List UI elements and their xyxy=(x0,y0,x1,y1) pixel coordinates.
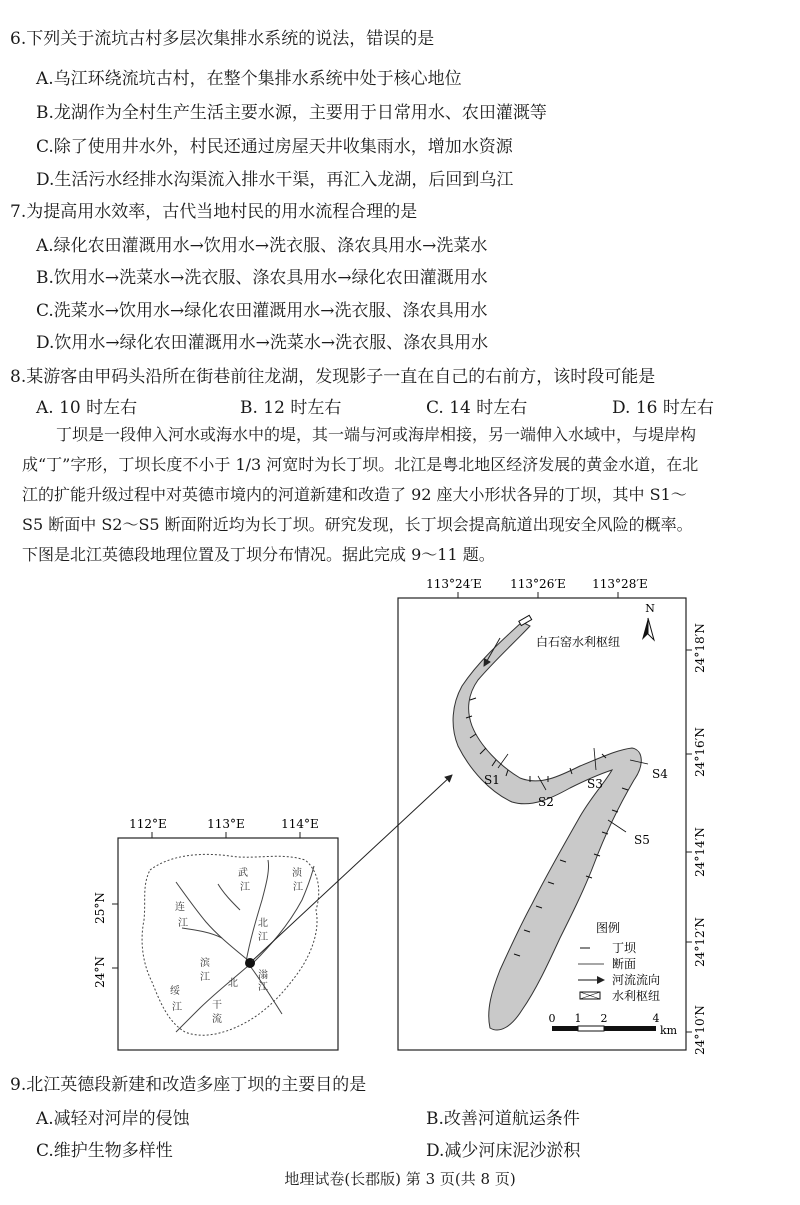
river-label: 江 xyxy=(258,932,268,943)
svg-text:4: 4 xyxy=(652,1012,660,1025)
question-9-stem: 9.北江英德段新建和改造多座丁坝的主要目的是 xyxy=(10,1075,367,1095)
river-label: 江 xyxy=(200,972,210,983)
large-lon-label: 113°24′E xyxy=(426,577,482,591)
passage-line: 下图是北江英德段地理位置及丁坝分布情况。据此完成 9～11 题。 xyxy=(22,545,495,564)
question-7-option-c: C.洗菜水→饮用水→绿化农田灌溉用水→洗衣服、涤农具用水 xyxy=(36,301,488,321)
question-9-option-c: C.维护生物多样性 xyxy=(36,1141,173,1161)
question-8-stem: 8.某游客由甲码头沿所在街巷前往龙湖，发现影子一直在自己的右前方，该时段可能是 xyxy=(10,367,656,387)
question-9-option-a: A.减轻对河岸的侵蚀 xyxy=(36,1109,190,1129)
passage-line: 丁坝是一段伸入河水或海水中的堤，其一端与河或海岸相接，另一端伸入水域中，与堤岸构 xyxy=(56,425,697,444)
river-label: 浈 xyxy=(292,868,302,879)
section-label: S2 xyxy=(538,795,554,809)
large-lon-label: 113°28′E xyxy=(592,577,648,591)
river-label: 江 xyxy=(293,882,303,893)
river-label: 流 xyxy=(212,1014,222,1025)
connector-arrow xyxy=(252,775,452,961)
question-8-option-b: B. 12 时左右 xyxy=(240,398,342,418)
river-label: 江 xyxy=(172,1002,182,1013)
passage-line: S5 断面中 S2～S5 断面附近均为长丁坝。研究发现，长丁坝会提高航道出现安全风险的概率。 xyxy=(22,515,693,534)
scale-bar xyxy=(549,1012,678,1037)
svg-text:水利枢纽: 水利枢纽 xyxy=(612,989,661,1003)
section-label: S5 xyxy=(634,833,650,847)
section-label: S3 xyxy=(587,777,603,791)
svg-text:丁坝: 丁坝 xyxy=(612,941,637,955)
river-label: 武 xyxy=(238,868,248,879)
passage-line: 成“丁”字形，丁坝长度不小于 1/3 河宽时为长丁坝。北江是粤北地区经济发展的黄金水道，在北 xyxy=(22,455,699,474)
river-label: 江 xyxy=(240,882,250,893)
question-8-option-a: A. 10 时左右 xyxy=(36,398,138,418)
svg-text:图例: 图例 xyxy=(596,921,621,935)
svg-text:N: N xyxy=(645,602,655,615)
river-label: 滃 xyxy=(258,970,268,981)
question-7-stem: 7.为提高用水效率，古代当地村民的用水流程合理的是 xyxy=(10,202,418,222)
question-9-option-d: D.减少河床泥沙淤积 xyxy=(426,1141,581,1161)
svg-text:0: 0 xyxy=(548,1012,556,1025)
section-label: S1 xyxy=(484,773,500,787)
small-lon-label: 112°E xyxy=(129,817,167,831)
question-6-option-a: A.乌江环绕流坑古村，在整个集排水系统中处于核心地位 xyxy=(36,69,462,89)
large-lat-label: 24°10′N xyxy=(693,1005,707,1055)
small-lon-label: 114°E xyxy=(281,817,319,831)
large-lat-label: 24°14′N xyxy=(693,827,707,877)
question-6-option-c: C.除了使用井水外，村民还通过房屋天井收集雨水，增加水资源 xyxy=(36,137,513,157)
small-lon-label: 113°E xyxy=(207,817,245,831)
passage-line: 江的扩能升级过程中对英德市境内的河道新建和改造了 92 座大小形状各异的丁坝，其中 S1～ xyxy=(22,485,687,504)
svg-text:河流流向: 河流流向 xyxy=(612,973,661,987)
question-8-option-d: D. 16 时左右 xyxy=(612,398,714,418)
map-legend xyxy=(578,920,660,1003)
river-label: 江 xyxy=(258,982,268,993)
river-label: 绥 xyxy=(170,986,180,997)
dam-label: 白石窑水利枢纽 xyxy=(536,635,621,649)
question-6-stem: 6.下列关于流坑古村多层次集排水系统的说法，错误的是 xyxy=(10,29,435,49)
river-label: 滨 xyxy=(200,958,210,969)
large-lat-label: 24°16′N xyxy=(693,727,707,777)
small-lat-label: 25°N xyxy=(93,892,107,924)
river-label: 江 xyxy=(178,918,188,929)
question-7-option-b: B.饮用水→洗菜水→洗衣服、涤农具用水→绿化农田灌溉用水 xyxy=(36,268,488,288)
river-label: 连 xyxy=(175,902,185,913)
section-label: S4 xyxy=(652,767,668,781)
page-footer: 地理试卷(长郡版) 第 3 页(共 8 页) xyxy=(284,1170,516,1188)
svg-text:1: 1 xyxy=(574,1012,582,1025)
question-6-option-b: B.龙湖作为全村生产生活主要水源，主要用于日常用水、农田灌溉等 xyxy=(36,103,547,123)
detail-map xyxy=(398,577,707,1055)
svg-text:km: km xyxy=(660,1024,678,1037)
svg-text:2: 2 xyxy=(600,1012,608,1025)
north-arrow-icon xyxy=(642,602,655,640)
river-label: 北 xyxy=(228,978,238,989)
question-8-option-c: C. 14 时左右 xyxy=(426,398,528,418)
river-label: 干 xyxy=(212,1000,222,1011)
large-lat-label: 24°12′N xyxy=(693,917,707,967)
locator-map xyxy=(93,817,338,1050)
river-label: 北 xyxy=(258,918,268,929)
question-6-option-d: D.生活污水经排水沟渠流入排水干渠，再汇入龙湖，后回到乌江 xyxy=(36,170,514,190)
passage xyxy=(22,420,782,570)
small-lat-label: 24°N xyxy=(93,956,107,988)
question-9-option-b: B.改善河道航运条件 xyxy=(426,1109,580,1129)
large-lon-label: 113°26′E xyxy=(510,577,566,591)
map-figure xyxy=(0,570,800,1060)
svg-text:断面: 断面 xyxy=(612,957,637,971)
large-lat-label: 24°18′N xyxy=(693,623,707,673)
question-7-option-d: D.饮用水→绿化农田灌溉用水→洗菜水→洗衣服、涤农具用水 xyxy=(36,333,489,353)
question-7-option-a: A.绿化农田灌溉用水→饮用水→洗衣服、涤农具用水→洗菜水 xyxy=(36,236,488,256)
